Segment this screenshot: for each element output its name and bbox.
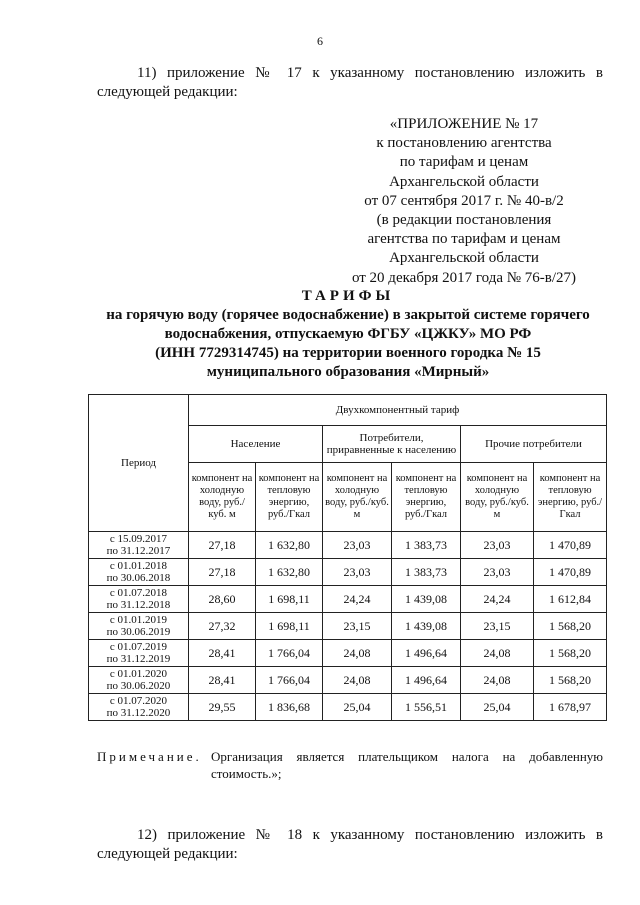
tariff-value-cell: 1 496,64 (392, 640, 461, 667)
tariff-value-cell: 1 383,73 (392, 559, 461, 586)
period-to: по 30.06.2020 (106, 680, 171, 692)
tariff-value-cell: 28,60 (189, 586, 256, 613)
title-line: муниципального образования «Мирный» (206, 364, 490, 380)
period-to: по 30.06.2019 (106, 626, 171, 638)
component-header: компонент на холодную воду, руб./куб. м (461, 463, 534, 532)
appendix-line: Архангельской области (389, 250, 539, 267)
period-from: с 15.09.2017 (109, 533, 168, 545)
tariff-value-cell: 25,04 (323, 694, 392, 721)
table-row (89, 559, 607, 586)
tariff-group-header: Двухкомпонентный тариф (189, 395, 607, 426)
period-cell (89, 586, 189, 613)
item-12-paragraph (97, 826, 603, 864)
period-from: с 01.07.2019 (109, 641, 168, 653)
tariff-value-cell: 28,41 (189, 667, 256, 694)
tariff-value-cell: 28,41 (189, 640, 256, 667)
tariff-value-cell: 23,03 (461, 559, 534, 586)
tariff-value-cell: 1 383,73 (392, 532, 461, 559)
note-label: Примечание. (97, 749, 202, 764)
tariffs-title (88, 287, 608, 382)
period-from: с 01.07.2018 (109, 587, 168, 599)
title-main: ТАРИФЫ (301, 288, 395, 304)
appendix-line: от 07 сентября 2017 г. № 40-в/2 (364, 192, 564, 209)
component-header: компонент на холодную воду, руб./куб. м (323, 463, 392, 532)
table-row (89, 586, 607, 613)
tariff-value-cell: 1 568,20 (534, 667, 607, 694)
tariff-value-cell: 1 612,84 (534, 586, 607, 613)
tariff-value-cell: 1 836,68 (256, 694, 323, 721)
period-cell (89, 613, 189, 640)
table-row (89, 640, 607, 667)
period-cell (89, 532, 189, 559)
tariff-value-cell: 1 439,08 (392, 613, 461, 640)
period-from: с 01.01.2019 (109, 614, 168, 626)
tariffs-table (88, 394, 607, 721)
item-12-second-line: следующей редакции: (97, 846, 238, 862)
tariff-value-cell: 1 766,04 (256, 640, 323, 667)
appendix-line: «ПРИЛОЖЕНИЕ № 17 (389, 116, 539, 132)
period-to: по 31.12.2020 (106, 707, 171, 719)
component-header: компонент на тепловую энергию, руб./Гкал (534, 463, 607, 532)
tariff-value-cell: 1 766,04 (256, 667, 323, 694)
tariff-value-cell: 1 698,11 (256, 586, 323, 613)
period-to: по 30.06.2018 (106, 572, 171, 584)
component-header: компонент на тепловую энергию, руб./Гкал (256, 463, 323, 532)
tariff-value-cell: 1 470,89 (534, 532, 607, 559)
tariff-value-cell: 1 439,08 (392, 586, 461, 613)
tariff-value-cell: 1 568,20 (534, 640, 607, 667)
tariff-value-cell: 29,55 (189, 694, 256, 721)
appendix-line: агентства по тарифам и ценам (367, 231, 561, 248)
tariff-value-cell: 24,24 (323, 586, 392, 613)
consumer-group-header: Прочие потребители (461, 426, 607, 463)
appendix-line: к постановлению агентства (376, 135, 552, 152)
tariff-value-cell: 24,08 (461, 667, 534, 694)
period-from: с 01.01.2018 (109, 560, 168, 572)
tariff-value-cell: 23,15 (461, 613, 534, 640)
tariff-value-cell: 23,03 (461, 532, 534, 559)
table-row (89, 613, 607, 640)
consumer-group-header: Потребители, приравненные к населению (323, 426, 461, 463)
tariff-value-cell: 1 632,80 (256, 559, 323, 586)
period-cell (89, 667, 189, 694)
note-text: Организация является плательщиком налога на добавленную стоимость.»; (211, 749, 603, 781)
table-row (89, 532, 607, 559)
period-from: с 01.01.2020 (109, 668, 168, 680)
tariff-value-cell: 1 496,64 (392, 667, 461, 694)
period-to: по 31.12.2018 (106, 599, 171, 611)
item-11-second-line: следующей редакции: (97, 84, 238, 100)
tariff-value-cell: 24,08 (323, 667, 392, 694)
tariff-value-cell: 24,08 (323, 640, 392, 667)
table-row (89, 667, 607, 694)
appendix-line: по тарифам и ценам (399, 154, 529, 171)
component-header: компонент на холодную воду, руб./куб. м (189, 463, 256, 532)
item-11-first-line: 11) приложение № 17 к указанному постановлению изложить в (137, 65, 603, 81)
tariff-value-cell: 23,03 (323, 532, 392, 559)
item-11-paragraph (97, 64, 603, 102)
tariff-value-cell: 25,04 (461, 694, 534, 721)
tariff-value-cell: 23,15 (323, 613, 392, 640)
tariff-value-cell: 23,03 (323, 559, 392, 586)
period-header: Период (89, 395, 189, 532)
tariff-value-cell: 1 678,97 (534, 694, 607, 721)
period-cell (89, 559, 189, 586)
title-line: на горячую воду (горячее водоснабжение) в закрытой системе горячего (106, 307, 590, 323)
period-cell (89, 640, 189, 667)
period-to: по 31.12.2017 (106, 545, 171, 557)
appendix-line: Архангельской области (389, 173, 539, 190)
title-line: (ИНН 7729314745) на территории военного городка № 15 (155, 345, 541, 361)
appendix-line: (в редакции постановления (376, 212, 552, 229)
page-number: 6 (317, 34, 323, 48)
item-12-first-line: 12) приложение № 18 к указанному постановлению изложить в (137, 827, 603, 843)
tariff-value-cell: 24,24 (461, 586, 534, 613)
appendix-header (330, 115, 598, 288)
tariff-value-cell: 27,18 (189, 532, 256, 559)
tariff-value-cell: 1 568,20 (534, 613, 607, 640)
tariff-value-cell: 1 470,89 (534, 559, 607, 586)
tariff-value-cell: 27,32 (189, 613, 256, 640)
appendix-line: от 20 декабря 2017 года № 76-в/27) (351, 269, 577, 286)
tariff-value-cell: 1 632,80 (256, 532, 323, 559)
tariff-value-cell: 27,18 (189, 559, 256, 586)
component-header: компонент на тепловую энергию, руб./Гкал (392, 463, 461, 532)
title-line: водоснабжения, отпускаемую ФГБУ «ЦЖКУ» МО РФ (164, 326, 532, 342)
tariff-value-cell: 1 556,51 (392, 694, 461, 721)
tariff-value-cell: 24,08 (461, 640, 534, 667)
table-row (89, 694, 607, 721)
period-from: с 01.07.2020 (109, 695, 168, 707)
tariff-value-cell: 1 698,11 (256, 613, 323, 640)
consumer-group-header: Население (189, 426, 323, 463)
period-to: по 31.12.2019 (106, 653, 171, 665)
period-cell (89, 694, 189, 721)
